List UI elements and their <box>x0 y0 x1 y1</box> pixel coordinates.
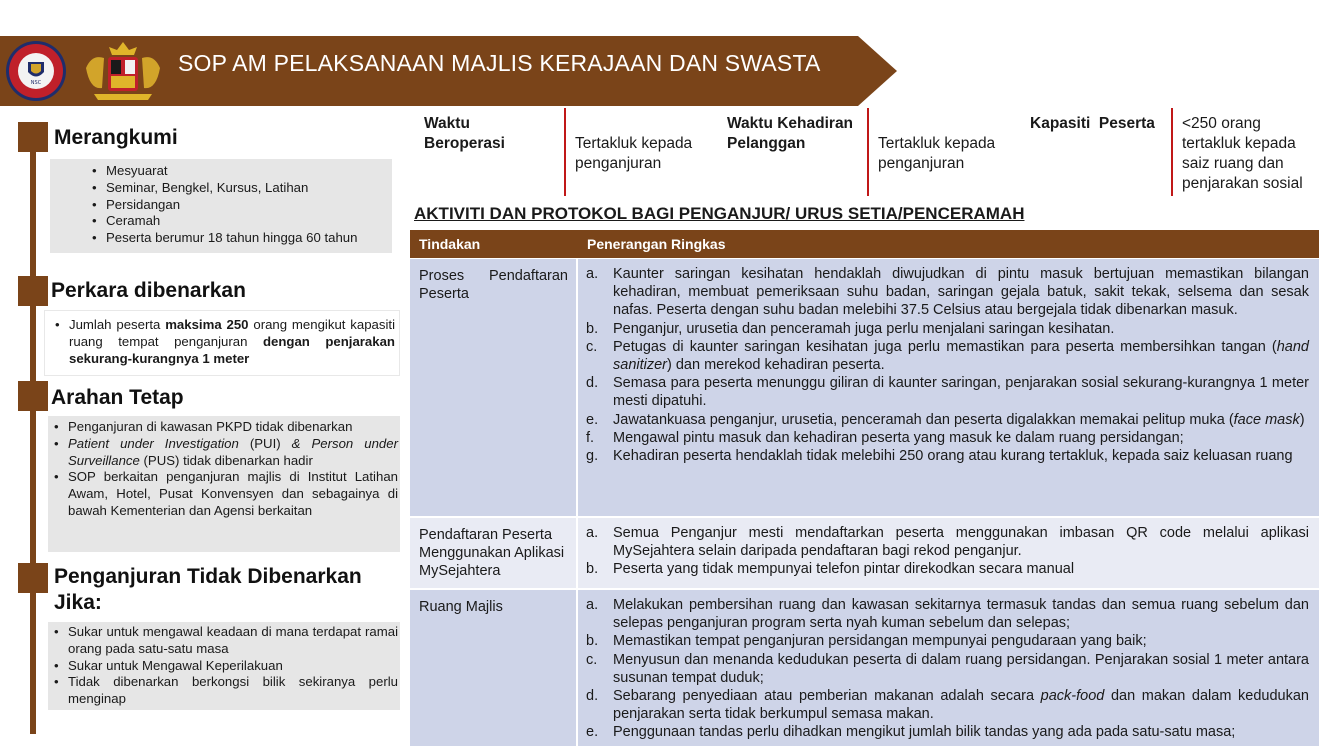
row-action: Ruang Majlis <box>410 590 576 746</box>
list-item: f. Mengawal pintu masuk dan kehadiran peserta yang masuk ke dalam ruang persidangan; <box>586 429 1184 446</box>
list-item: a. Kaunter saringan kesihatan hendaklah diwujudkan di pintu masuk bertujuan memastikan bilangan kehadiran, membuat pemeriksaan suhu badan, saringan gejala batuk, sakit tekak, selsema dan sesak nafas. Peserta dengan suhu badan melebihi 37.5 Celsius atau bergejala tidak dibenarkan masuk. <box>586 266 1309 319</box>
list-item: b. Penganjur, urusetia dan penceramah juga perlu menjalani saringan kesihatan. <box>586 320 1115 337</box>
coat-of-arms-logo <box>78 40 168 104</box>
description-list <box>586 596 1309 742</box>
list-item: g. Kehadiran peserta hendaklah tidak melebihi 250 orang atau kurang tertakluk, kepada saiz keluasan ruang <box>586 448 1293 465</box>
timeline-marker <box>18 381 48 411</box>
list-item: • Persidangan <box>86 197 386 214</box>
column-header-tindakan: Tindakan <box>419 236 481 252</box>
divider <box>1171 108 1173 196</box>
waktu-operasi-value: Tertakluk kepada penganjuran <box>575 135 693 172</box>
list-item: c. Petugas di kaunter saringan kesihatan juga perlu memastikan para peserta membersihkan tangan (hand sanitizer) dan merekod kehadiran peserta. <box>586 338 1309 374</box>
table-row <box>410 259 1319 516</box>
list-item: d. Sebarang penyediaan atau pemberian makanan adalah secara pack-food dan makan dalam kedudukan penjarakan serta tidak berkumpul semasa makan. <box>586 688 1309 723</box>
section-title-dibenarkan: Perkara dibenarkan <box>51 279 246 302</box>
list-item: c. Menyusun dan menanda kedudukan peserta di dalam ruang persidangan. Penjarakan sosial 1 meter antara susunan tempat duduk; <box>586 651 1309 686</box>
list-item: e. Jawatankuasa penganjur, urusetia, penceramah dan peserta digalakkan memakai pelitup muka (face mask) <box>586 411 1305 428</box>
list-item: • Penganjuran di kawasan PKPD tidak dibenarkan <box>48 419 398 436</box>
list-item: • Jumlah peserta maksima 250 orang mengikut kapasiti ruang tempat penganjuran dengan penjarakan sekurang-kurangnya 1 meter <box>49 317 395 367</box>
dibenarkan-list <box>49 317 395 367</box>
row-description <box>578 518 1319 588</box>
list-item: • Peserta berumur 18 tahun hingga 60 tahun <box>86 230 386 247</box>
list-item: b. Memastikan tempat penganjuran persidangan mempunyai pengudaraan yang baik; <box>586 633 1147 650</box>
kapasiti-value: <250 orang tertakluk kepada saiz ruang dan penjarakan sosial <box>1182 115 1303 192</box>
divider <box>564 108 566 196</box>
list-item: • Ceramah <box>86 213 386 230</box>
arahan-box <box>48 416 400 552</box>
waktu-operasi-label: Waktu Beroperasi <box>424 115 505 152</box>
row-description <box>578 259 1319 516</box>
waktu-kehadiran-value: Tertakluk kepada penganjuran <box>878 135 996 172</box>
row-action: Pendaftaran Peserta Menggunakan Aplikasi MySejahtera <box>410 518 576 588</box>
list-item: • Patient under Investigation (PUI) & Person under Surveillance (PUS) tidak dibenarkan hadir <box>48 436 398 470</box>
arahan-list <box>48 419 398 520</box>
timeline-marker <box>18 122 48 152</box>
list-item: d. Semasa para peserta menunggu giliran di kaunter saringan, penjarakan sosial sekurang-kurangnya 1 meter mesti dipatuhi. <box>586 375 1309 410</box>
table-header <box>410 230 1319 258</box>
header-banner <box>0 36 897 106</box>
page-title: SOP AM PELAKSANAAN MAJLIS KERAJAAN DAN SWASTA <box>178 50 821 76</box>
row-description <box>578 590 1319 746</box>
timeline-line <box>30 122 36 734</box>
description-list <box>586 524 1309 579</box>
svg-text:NSC: NSC <box>30 80 42 86</box>
list-item: • Sukar untuk Mengawal Keperilakuan <box>48 658 398 675</box>
table-row <box>410 590 1319 746</box>
list-item: e. Penggunaan tandas perlu dihadkan mengikut jumlah bilik tandas yang ada pada satu-satu masa; <box>586 724 1236 741</box>
merangkumi-box <box>50 159 392 253</box>
timeline-marker <box>18 276 48 306</box>
section-title-arahan: Arahan Tetap <box>51 386 184 409</box>
waktu-kehadiran-label: Waktu Kehadiran Pelanggan <box>727 115 854 152</box>
list-item: • Tidak dibenarkan berkongsi bilik sekiranya perlu menginap <box>48 674 398 708</box>
list-item: a. Melakukan pembersihan ruang dan kawasan sekitarnya termasuk tandas dan semua ruang sebelum dan selepas penganjuran program serta nyah kuman sebelum dan selepas; <box>586 597 1309 632</box>
section-title-tidak-dibenarkan: Penganjuran Tidak Dibenarkan Jika: <box>54 565 362 614</box>
dibenarkan-box <box>44 310 400 376</box>
tidak-dibenarkan-list <box>48 624 398 708</box>
column-header-penerangan: Penerangan Ringkas <box>587 236 726 252</box>
list-item: b. Peserta yang tidak mempunyai telefon pintar direkodkan secara manual <box>586 561 1075 578</box>
activity-title: AKTIVITI DAN PROTOKOL BAGI PENGANJUR/ URUS SETIA/PENCERAMAH <box>414 204 1025 223</box>
row-action: Proses Pendaftaran Peserta <box>410 259 576 516</box>
list-item: • Seminar, Bengkel, Kursus, Latihan <box>86 180 386 197</box>
description-list <box>586 265 1309 465</box>
tidak-dibenarkan-box <box>48 622 400 710</box>
merangkumi-list <box>86 163 386 247</box>
table-row <box>410 518 1319 588</box>
list-item: • Mesyuarat <box>86 163 386 180</box>
kapasiti-label: Kapasiti Peserta <box>1030 115 1155 132</box>
section-title-merangkumi: Merangkumi <box>54 126 178 149</box>
divider <box>867 108 869 196</box>
list-item: • SOP berkaitan penganjuran majlis di Institut Latihan Awam, Hotel, Pusat Konvensyen dan sebagainya di bawah Kementerian dan Agensi berkaitan <box>48 469 398 519</box>
nsc-logo <box>2 40 70 102</box>
list-item: • Sukar untuk mengawal keadaan di mana terdapat ramai orang pada satu-satu masa <box>48 624 398 658</box>
timeline-marker <box>18 563 48 593</box>
list-item: a. Semua Penganjur mesti mendaftarkan peserta menggunakan imbasan QR code melalui aplikasi MySejahtera selain daripada pendaftaran bagi rekod penganjur. <box>586 525 1309 560</box>
